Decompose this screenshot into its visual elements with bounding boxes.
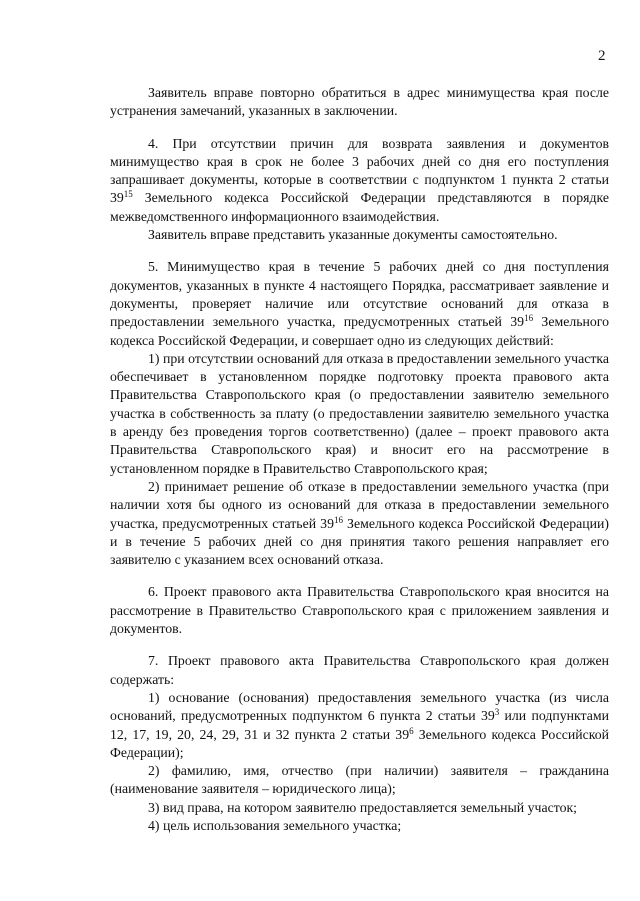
- paragraph-item-7-4: 4) цель использования земельного участка;: [148, 817, 402, 833]
- paragraph-self-submission: Заявитель вправе представить указанные документы самостоятельно.: [148, 227, 558, 243]
- paragraph-resubmission: Заявитель вправе повторно обратиться в адрес минимущества края после устранения замечаний, указанных в заключении.: [110, 85, 609, 119]
- paragraph-item-5: 5. Минимущество края в течение 5 рабочих дней со дня поступления документов, указанных в пункте 4 настоящего Порядка, рассматривает заявление и документы, проверяет наличие или отсутствие оснований для отказа в предоставлении земельного участка, предусмотренных статьей $39^{16}$ Земельного кодекса Российской Федерации, и совершает одно из следующих действий:: [110, 259, 609, 348]
- page-number: 2: [598, 48, 606, 64]
- paragraph-item-7-3: 3) вид права, на котором заявителю предоставляется земельный участок;: [148, 799, 578, 815]
- paragraph-item-7: 7. Проект правового акта Правительства Ставропольского края должен содержать:: [110, 653, 609, 687]
- document-body: [110, 84, 609, 835]
- paragraph-item-5-1: 1) при отсутствии оснований для отказа в предоставлении земельного участка обеспечивает в установленном порядке подготовку проекта правового акта Правительства Ставропольского края (о предоставлении заявителю земельного участка в собственность за плату (о предоставлении заявителю земельного участка в аренду без проведения торгов соответственно) (далее – проект правового акта Правительства Ставропольского края) и вносит его на рассмотрение в установленном порядке в Правительство Ставропольского края;: [110, 350, 609, 476]
- paragraph-item-6: 6. Проект правового акта Правительства Ставропольского края вносится на рассмотрение в Правительство Ставропольского края с приложением заявления и документов.: [110, 584, 609, 637]
- paragraph-item-4: 4. При отсутствии причин для возврата заявления и документов минимущество края в срок не более 3 рабочих дней со дня его поступления запрашивает документы, которые в соответствии с подпунктом 1 пункта 2 статьи $39^{15}$ Земельного кодекса Российской Федерации представляются в порядке межведомственного информационного взаимодействия.: [110, 135, 609, 224]
- paragraph-item-5-2: 2) принимает решение об отказе в предоставлении земельного участка (при наличии хотя бы одного из оснований для отказа в предоставлении земельного участка, предусмотренных статьей $39^{16}$ Земельного кодекса Российской Федерации) и в течение 5 рабочих дней со дня принятия такого решения направляет его заявителю с указанием всех оснований отказа.: [110, 478, 609, 568]
- paragraph-item-7-1: 1) основание (основания) предоставления земельного участка (из числа оснований, предусмотренных подпунктом 6 пункта 2 статьи $39^3$ или подпунктами 12, 17, 19, 20, 24, 29, 31 и 32 пункта 2 статьи $39^6$ Земельного кодекса Российской Федерации);: [110, 689, 610, 760]
- paragraph-item-7-2: 2) фамилию, имя, отчество (при наличии) заявителя – гражданина (наименование заявителя – юридического лица);: [110, 763, 609, 797]
